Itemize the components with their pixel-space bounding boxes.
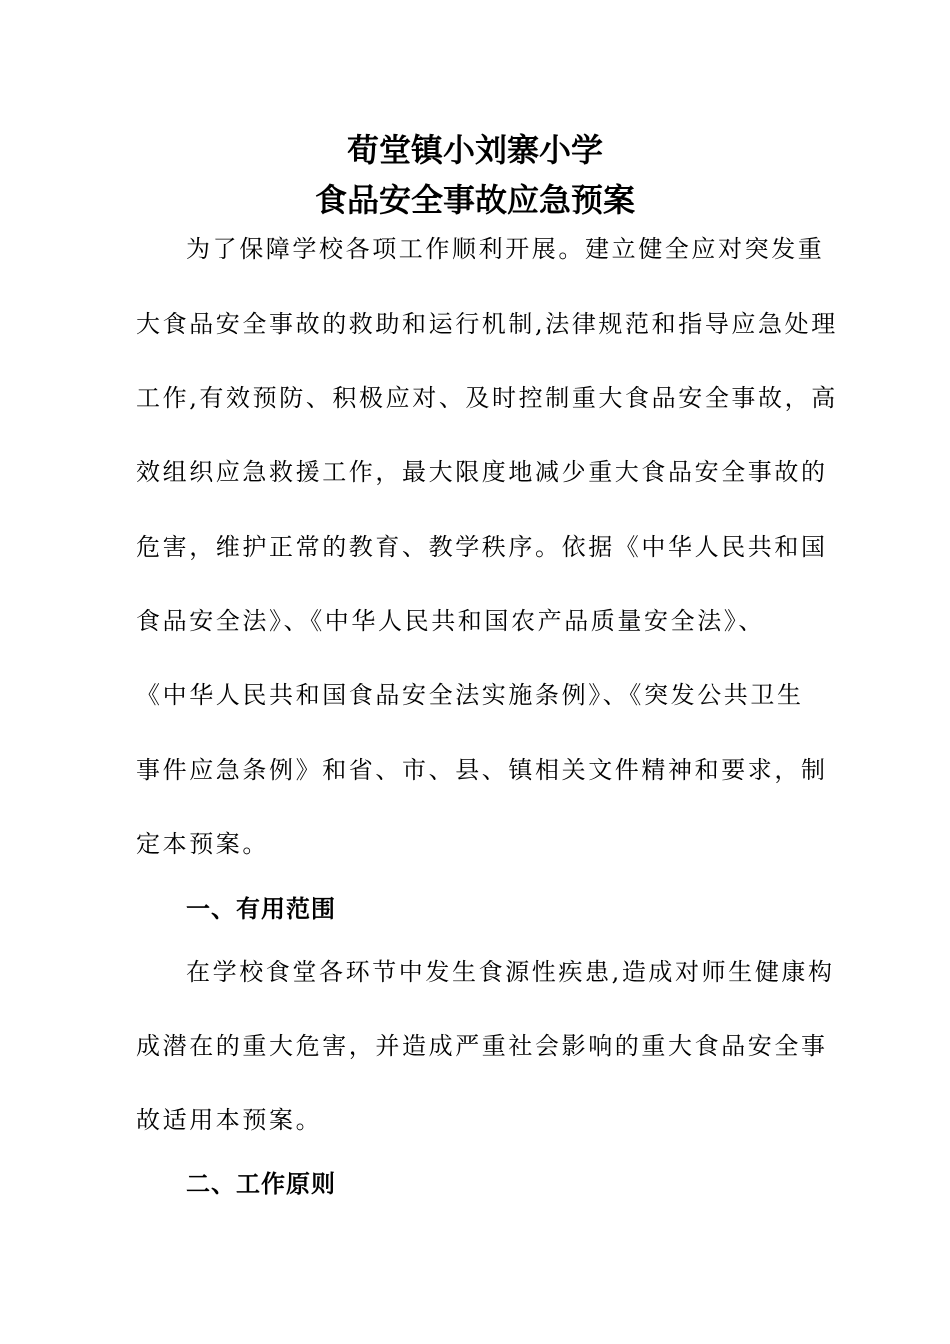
intro-line-9: 定本预案。	[136, 830, 269, 858]
document-title-line-2: 食品安全事故应急预案	[314, 181, 635, 219]
intro-line-4: 效组织应急救援工作，最大限度地减少重大食品安全事故的	[136, 458, 828, 486]
intro-line-5: 危害，维护正常的教育、教学秩序。依据《中华人民共和国	[136, 533, 828, 561]
intro-line-3: 工作,有效预防、积极应对、及时控制重大食品安全事故，高	[136, 384, 838, 412]
section-1-line-2: 成潜在的重大危害，并造成严重社会影响的重大食品安全事	[136, 1032, 828, 1060]
section-1-heading: 一、有用范围	[186, 895, 336, 923]
section-2-heading: 二、工作原则	[186, 1170, 336, 1198]
section-1-line-3: 故适用本预案。	[136, 1106, 323, 1134]
intro-line-1: 为了保障学校各项工作顺利开展。建立健全应对突发重	[186, 235, 825, 263]
section-1-line-1: 在学校食堂各环节中发生食源性疾患,造成对师生健康构	[186, 958, 835, 986]
document-title-line-1: 荀堂镇小刘寨小学	[346, 131, 603, 169]
intro-line-2: 大食品安全事故的救助和运行机制,法律规范和指导应急处理	[136, 310, 838, 338]
intro-line-6: 食品安全法》、《中华人民共和国农产品质量安全法》、	[136, 607, 765, 635]
intro-line-7: 《中华人民共和国食品安全法实施条例》、《突发公共卫生	[136, 681, 804, 709]
intro-line-8: 事件应急条例》和省、市、县、镇相关文件精神和要求，制	[136, 756, 828, 784]
